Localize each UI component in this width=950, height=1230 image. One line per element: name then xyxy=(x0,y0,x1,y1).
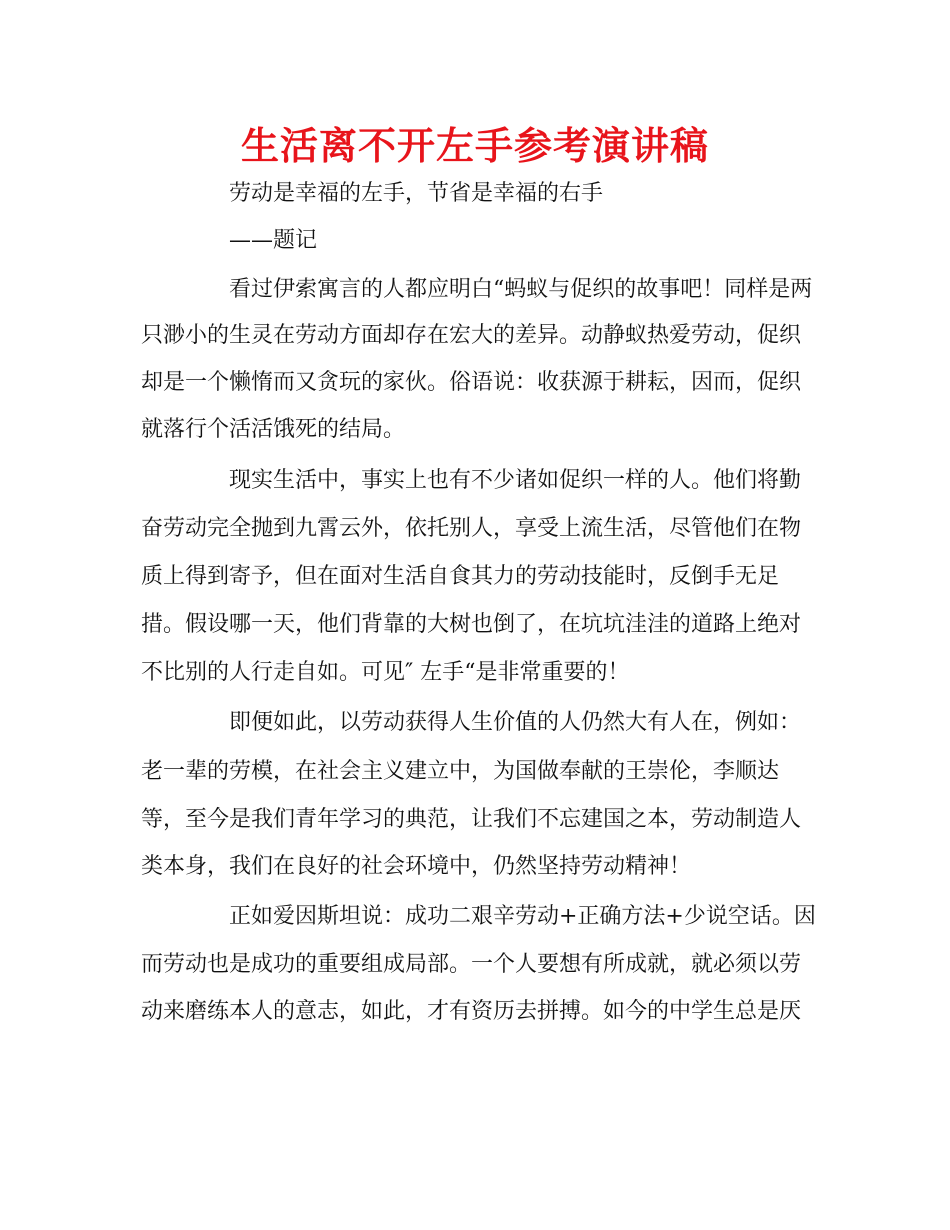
paragraph-line: 不比别的人行走自如。可见″ 左手“是非常重要的！ xyxy=(141,660,630,685)
document-title: 生活离不开左手参考演讲稿 xyxy=(240,124,709,168)
paragraph-line: 就落行个活活饿死的结局。 xyxy=(141,417,406,442)
paragraph-line: 只渺小的生灵在劳动方面却存在宏大的差异。动静蚁热爱劳动，促织 xyxy=(141,323,802,348)
paragraph-line: 老一辈的劳模，在社会主义建立中，为国做奉献的王崇伦，李顺达 xyxy=(141,759,780,784)
paragraph-line: 即便如此，以劳动获得人生价值的人仍然大有人在，例如： xyxy=(229,710,802,735)
paragraph-line: 看过伊索寓言的人都应明白“蚂蚁与促织的故事吧！同样是两 xyxy=(229,277,813,302)
paragraph-line: 类本身，我们在良好的社会环境中，仍然坚持劳动精神！ xyxy=(141,854,692,879)
paragraph-line: 奋劳动完全抛到九霄云外，依托别人，享受上流生活，尽管他们在物 xyxy=(141,516,802,541)
epigraph-attribution: ——题记 xyxy=(229,228,318,253)
paragraph-line: 质上得到寄予，但在面对生活自食其力的劳动技能时，反倒手无足 xyxy=(141,564,780,589)
paragraph-line: 等，至今是我们青年学习的典范，让我们不忘建国之本，劳动制造人 xyxy=(141,807,802,832)
paragraph-line: 而劳动也是成功的重要组成局部。一个人要想有所成就，就必须以劳 xyxy=(141,952,802,977)
paragraph-line: 措。假设哪一天，他们背靠的大树也倒了，在坑坑洼洼的道路上绝对 xyxy=(141,612,802,637)
paragraph-line: 正如爱因斯坦说：成功二艰辛劳动+正确方法+少说空话。因 xyxy=(229,904,816,929)
paragraph-line: 动来磨练本人的意志，如此，才有资历去拼搏。如今的中学生总是厌 xyxy=(141,999,802,1024)
paragraph-line: 现实生活中，事实上也有不少诸如促织一样的人。他们将勤 xyxy=(229,468,802,493)
epigraph-quote: 劳动是幸福的左手，节省是幸福的右手 xyxy=(229,181,604,206)
paragraph-line: 却是一个懒惰而又贪玩的家伙。俗语说：收获源于耕耘，因而，促织 xyxy=(141,370,802,395)
